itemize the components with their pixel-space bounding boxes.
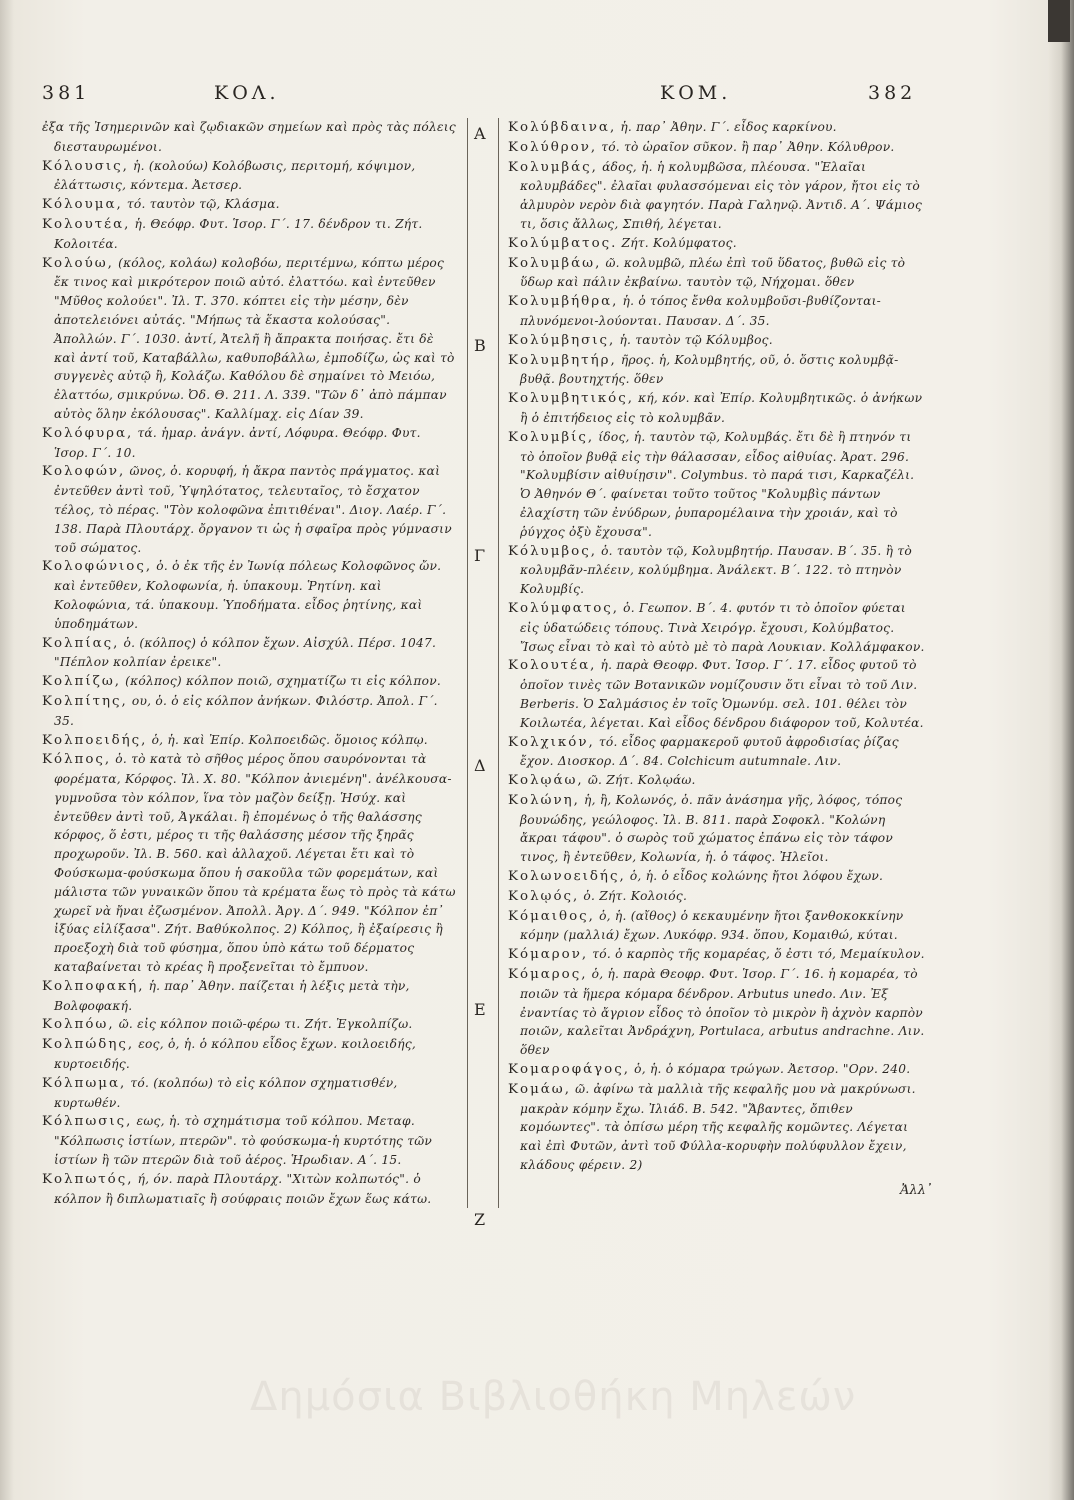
entry-definition: τό. τὸ ὡραῖον σῦκον. ἢ παρ᾽ Ἀθην. Κόλυθρον. — [601, 139, 895, 154]
dictionary-entry — [508, 118, 926, 138]
entry-headword: Κολοφώνιος, — [42, 559, 153, 575]
entry-definition: ὁ, ἡ. καὶ Ἐπίρ. Κολποειδῶς. ὅμοιος κόλπῳ. — [151, 732, 428, 747]
entry-definition: ὁ. τὸ κατὰ τὸ σῆθος μέρος ὅπου σαυρόνονται τὰ φορέματα, Κόρφος. Ἰλ. Χ. 80. "Κόλπον ἀνιεμένη". ἀνέλκουσα-γυμνοῦσα τὸν κόλπον, ἵνα τὸν μαζὸν δείξῃ. Ἡσύχ. καὶ ἐντεῦθεν ἀντὶ τοῦ, Ἀγκάλαι. ἢ ἐπομένως ὁ τῆς θαλάσσης κόρφος, ὅ ἐστι, μέρος τι τῆς θαλάσσης μέσον τῆς ξηρᾶς προχωροῦν. Ἰλ. Β. 560. καὶ ἀλλαχοῦ. Λέγεται ἔτι καὶ τὸ Φούσκωμα-φούσκωμα ὅπου ἡ σακοῦλα τῶν φορεμάτων, καὶ μάλιστα τῶν γυναικῶν ὅπου τὰ κρέματα ἕως τὸ πρὸς τὰ κάτω χωρεῖ νὰ ἤναι ἐζωσμένον. Ἀπολλ. Ἀργ. Δ΄. 949. "Κόλπον ἐπ᾽ ἰξύας εἰλίξασα". Ζήτ. Βαθύκολπος. 2) Κόλπος, ἢ ἐξαίρεσις ἢ προεξοχὴ διὰ τοῦ φύσημα, ὅπου ὑπὸ κάτω τοῦ δέρματος καταβαίνεται τὸ κρέας ἢ προξενεῖται τὸ ἔμπυον. — [54, 752, 456, 975]
entry-definition: ου, ὁ. ὁ εἰς κόλπον ἀνήκων. Φιλόστρ. Ἀπολ. Γ΄. 35. — [54, 693, 438, 728]
dictionary-entry — [508, 965, 926, 1060]
entry-definition: ἡ. παρ᾽ Ἀθην. παίζεται ἡ λέξις μετὰ τὴν, Βολφοφακή. — [54, 978, 410, 1013]
dictionary-entry — [508, 389, 926, 428]
entry-headword: Κολωνοειδής, — [508, 869, 626, 885]
dictionary-entry — [508, 771, 926, 791]
entry-definition: ἡ. ὁ τόπος ἔνθα κολυμβοῦσι-βυθίζονται-πλυνόμενοι-λούονται. Παυσαν. Δ΄. 35. — [520, 294, 881, 328]
entry-headword: Κολυμβάω, — [508, 255, 602, 271]
entry-headword: Κολπίτης, — [42, 693, 128, 709]
dictionary-entry — [508, 428, 926, 542]
entry-definition: ίδος, ἡ. ταυτὸν τῷ, Κολυμβάς. ἔτι δὲ ἢ πτηνόν τι τὸ ὁποῖον βυθᾷ εἰς τὴν θάλασσαν, εἶδος αἰθυίας. Ἀρατ. 296. "Κολυμβίσιν αἰθυίῃσιν". Colymbus. τὸ παρά τισι, Καρκαζέλι. Ὁ Ἀθηνόν Θ΄. φαίνεται τοῦτο τοῦτος "Κολυμβὶς πάντων ἐλαχίστη τῶν ἐνύδρων, ῥυπαρομέλαινα τὴν χροιάν, καὶ τὸ ῥύγχος ὀξὺ ἔχουσα". — [520, 429, 915, 539]
entry-headword: Κομαροφάγος, — [508, 1062, 630, 1078]
entry-headword: Κολπίζω, — [42, 674, 122, 690]
entry-definition: ῆρος. ἡ, Κολυμβητής, οῦ, ὁ. ὅστις κολυμβᾷ-βυθᾷ. βουτηχτής. ὅθεν — [520, 352, 899, 387]
dictionary-entry — [42, 692, 457, 731]
entry-definition: εος, ὁ, ἡ. ὁ κόλπου εἶδος ἔχων. κοιλοειδής, κυρτοειδής. — [54, 1037, 417, 1072]
entry-headword: Κολύμβησις, — [508, 332, 616, 348]
entry-headword: Κολόφυρα, — [42, 425, 134, 441]
entry-definition: ή, όν. παρὰ Πλουτάρχ. "Χιτὼν κολπωτός". ὁ κόλπον ἢ διπλωματιαῖς ἢ σούφραις ποιῶν ἔχων ἕως κάτω. — [54, 1171, 432, 1206]
entry-headword: Κολχικόν, — [508, 734, 595, 750]
entry-headword: Κόλουσις, — [42, 158, 129, 174]
dictionary-entry — [508, 887, 926, 907]
entry-headword: Κολυμβητικός, — [508, 391, 635, 407]
entry-definition: ῶ. κολυμβῶ, πλέω ἐπὶ τοῦ ὕδατος, βυθῶ εἰς τὸ ὕδωρ καὶ πάλιν ἐκβαίνω. ταυτὸν τῷ, Νήχομαι. ὅθεν — [520, 255, 906, 290]
entry-headword: Κόλπος, — [42, 752, 112, 768]
entry-definition: ὁ. (κόλπος) ὁ κόλπον ἔχων. Αἰσχύλ. Πέρσ. 1047. "Πέπλον κολπίαν ἐρεικε". — [54, 635, 437, 670]
running-title-left: ΚΟΛ. — [214, 82, 280, 104]
entry-headword: Κομάω, — [508, 1081, 571, 1097]
entry-definition: ἡ. Θεόφρ. Φυτ. Ἱσορ. Γ΄. 17. δένδρον τι. Ζήτ. Κολοιτέα. — [54, 216, 423, 251]
dictionary-entry — [42, 731, 457, 751]
library-watermark: Δημόσια Βιβλιοθήκη Μηλεών — [250, 1374, 857, 1420]
entry-headword: Κολύθρον, — [508, 139, 598, 155]
dictionary-entry — [508, 331, 926, 351]
entry-definition: άδος, ἡ. ἡ κολυμβῶσα, πλέουσα. "Ἐλαῖαι κολυμβάδες". ἐλαῖαι φυλασσόμεναι εἰς τὸν γάρον, ἤτοι εἰς τὸ ἁλμυρὸν νερὸν διὰ φαγητόν. Παρὰ Γαληνῷ. Ἀντιδ. Α΄. Ψάμιος τι, ὅσις ἄλλως, Σπιθή, λέγεται. — [520, 159, 923, 231]
entry-headword: Κόλυμβος, — [508, 543, 597, 559]
dictionary-entry — [42, 1112, 457, 1169]
entry-headword: Κολυμβητήρ, — [508, 352, 617, 368]
page-number-right: 382 — [868, 82, 917, 104]
entry-headword: Κόλπωσις, — [42, 1114, 133, 1130]
section-marker-gutter — [470, 118, 496, 1229]
dictionary-entry — [508, 254, 926, 293]
entry-definition: (κόλπος) κόλπον ποιῶ, σχηματίζω τι εἰς κόλπον. — [125, 674, 441, 689]
entry-headword: Κόλπωμα, — [42, 1075, 127, 1091]
entry-definition: τό. ταυτὸν τῷ, Κλάσμα. — [126, 197, 280, 212]
entry-headword: Κολποφακή, — [42, 978, 145, 994]
dictionary-entry — [508, 292, 926, 331]
dictionary-entry — [508, 945, 926, 965]
entry-definition: ὁ, ἡ. παρὰ Θεοφρ. Φυτ. Ἱσορ. Γ΄. 16. ἡ κομαρέα, τὸ ποιῶν τὰ ἥμερα κόμαρα δένδρον. Arbutus unedo. Λιν. Ἐξ ἐναντίας τὸ ἄγριον εἶδος τὸ ὁποῖον τὸ μικρὸν ἢ ἀχνὸν καρπὸν ποιῶν, καλεῖται Ἀνδράχνη, Portulaca, arbutus andrachne. Λιν. ὅθεν — [520, 967, 925, 1058]
entry-headword: Κόμαρον, — [508, 947, 589, 963]
dictionary-entry — [42, 977, 457, 1016]
entry-headword: Κολπώδης, — [42, 1037, 135, 1053]
entry-headword: Κολπωτός, — [42, 1171, 134, 1187]
entry-headword: Κολύμβατος. — [508, 235, 618, 251]
dictionary-entry — [42, 1074, 457, 1113]
entry-definition: ἡ, ἢ, Κολωνός, ὁ. πᾶν ἀνάσημα γῆς, λόφος, τόπος βουνώδης, γεώλοφος. Ἰλ. Β. 811. παρὰ Σοφοκλ. "Κολώνη ἄκραι τάφου". ὁ σωρὸς τοῦ χώματος ἐπάνω εἰς τὸν τάφον τινος, ἢ ἐντεῦθεν, Κολωνία, ἡ. ὁ τάφος. Ἠλεῖοι. — [520, 792, 903, 865]
dictionary-entry — [508, 733, 926, 772]
entry-definition: τό. ὁ καρπὸς τῆς κομαρέας, ὅ ἐστι τό, Μεμαίκυλον. — [592, 947, 925, 962]
section-marker: Z — [474, 1210, 486, 1229]
page-corner — [1048, 0, 1070, 42]
page-edge-left — [0, 0, 14, 1500]
entry-headword: Κολουτέα, — [42, 216, 131, 232]
dictionary-entry — [508, 599, 926, 656]
entry-headword: Κολύβδαινα, — [508, 120, 617, 135]
entry-headword: Κόμαιθος, — [508, 908, 595, 924]
section-marker: A — [474, 124, 486, 143]
entry-headword: Κολυμβάς, — [508, 159, 598, 175]
dictionary-entry — [42, 118, 457, 157]
dictionary-entry — [42, 215, 457, 254]
entry-definition: ἡ. ταυτὸν τῷ Κόλυμβος. — [619, 332, 773, 347]
dictionary-entry — [42, 1170, 457, 1209]
entry-headword: Κολυμβίς, — [508, 429, 595, 445]
entry-definition: ὁ. ὁ ἐκ τῆς ἐν Ἰωνίᾳ πόλεως Κολοφῶνος ὤν. καὶ ἐντεῦθεν, Κολοφωνία, ἡ. ὑπακουμ. Ῥητίνη. καὶ Κολοφώνια, τά. ὑπακουμ. Ὑποδήματα. εἶδος ῥητίνης, καὶ ὑποδημάτων. — [54, 559, 442, 631]
catchword: Ἀλλ᾽ — [900, 1183, 933, 1198]
entry-definition: ὁ. ταυτὸν τῷ, Κολυμβητήρ. Παυσαν. Β΄. 35. ἢ τὸ κολυμβᾶν-πλέειν, κολύμβημα. Ἀνάλεκτ. Β΄. 122. τὸ πτηνὸν Κολυμβίς. — [520, 543, 912, 597]
entry-definition: ῶ. ἀφίνω τὰ μαλλιὰ τῆς κεφαλῆς μου νὰ μακρύνωσι. μακρὰν κόμην ἔχω. Ἰλιάδ. Β. 542. "Ἄβαντες, ὄπιθεν κομόωντες". τὰ ὀπίσω μέρη τῆς κεφαλῆς κομῶντες. Λέγεται καὶ ἐπὶ Φυτῶν, ἀντὶ τοῦ Φύλλα-κορυφὴν πολύφυλλον ἔχειν, κλάδους φέρειν. 2) — [520, 1081, 916, 1173]
dictionary-entry — [508, 542, 926, 599]
entry-headword: Κολυμβήθρα, — [508, 294, 619, 310]
entry-definition: ἐξα τῆς Ἰσημερινῶν καὶ ζῳδιακῶν σημείων καὶ πρὸς τὰς πόλεις διεσταυρωμένοι. — [42, 120, 456, 154]
entry-headword: Κολουτέα, — [508, 658, 597, 674]
dictionary-entry — [42, 557, 457, 633]
dictionary-entry — [42, 634, 457, 673]
dictionary-entry — [508, 867, 926, 887]
dictionary-entry — [42, 195, 457, 215]
entry-headword: Κολῳός, — [508, 888, 580, 904]
entry-headword: Κολοφών, — [42, 464, 126, 480]
entry-definition: ἡ. παρὰ Θεοφρ. Φυτ. Ἱσορ. Γ΄. 17. εἶδος φυτοῦ τὸ ὁποῖον τινὲς τῶν Βοτανικῶν νομίζουσιν ὅτι εἶναι τὸ τοῦ Λιν. Berberis. Ὁ Σαλμάσιος ἐν τοῖς Ὁμωνύμ. σελ. 101. θέλει τὸν Κοιλωτέα, λέγεται. Καὶ εἶδος δένδρου διάφορον τοῦ, Κολυτέα. — [520, 658, 924, 730]
section-marker: Γ — [474, 546, 486, 565]
dictionary-entry — [508, 791, 926, 867]
entry-headword: Κολπόω, — [42, 1017, 115, 1033]
dictionary-entry — [508, 656, 926, 732]
column-rule-right — [498, 118, 499, 1208]
dictionary-entry — [42, 157, 457, 196]
dictionary-entry — [508, 1060, 926, 1080]
section-marker: Δ — [474, 756, 486, 775]
entry-headword: Κολούω, — [42, 255, 114, 271]
entry-definition: Ζήτ. Κολύμφατος. — [621, 235, 737, 250]
entry-definition: τά. ἡμαρ. ἀνάγν. ἀντί, Λόφυρα. Θεόφρ. Φυτ. Ἱσορ. Γ΄. 10. — [54, 425, 421, 460]
dictionary-entry — [508, 158, 926, 234]
entry-definition: τό. εἶδος φαρμακεροῦ φυτοῦ ἀφροδισίας ῥίζας ἔχον. Διοσκορ. Δ΄. 84. Colchicum autumnale. Λιν. — [520, 734, 899, 769]
running-title-right: ΚΟΜ. — [660, 82, 732, 104]
dictionary-entry — [42, 1015, 457, 1035]
page-edge-right — [1048, 0, 1074, 1500]
entry-definition: ὁ. Ζήτ. Κολοιός. — [583, 888, 688, 903]
entry-definition: ῶνος, ὁ. κορυφή, ἡ ἄκρα παντὸς πράγματος. καὶ ἐντεῦθεν ἀντὶ τοῦ, Ὑψηλότατος, τελευταῖος, τὸ ἔσχατον τέλος, τὸ πέρας. "Τὸν κολοφῶνα ἐπιτιθέναι". Διογ. Λαέρ. Γ΄. 138. Παρὰ Πλουτάρχ. ὄργανον τι ὡς ἡ σφαῖρα πρὸς γύμνασιν τοῦ σώματος. — [54, 464, 452, 555]
entry-definition: ὁ, ἡ. (αἴθος) ὁ κεκαυμένην ἤτοι ξανθοκοκκίνην κόμην (μαλλιά) ἔχων. Λυκόφρ. 934. ὅπου, Κομαιθώ, κύται. — [520, 908, 904, 943]
entry-definition: ὁ, ἡ. ὁ κόμαρα τρώγων. Ἀετσορ. "Ορν. 240. — [634, 1062, 911, 1077]
dictionary-entry — [508, 351, 926, 390]
section-marker: E — [474, 1000, 486, 1019]
entry-headword: Κολώνη, — [508, 792, 580, 808]
entry-definition: (κόλος, κολάω) κολοβόω, περιτέμνω, κόπτω μέρος ἔκ τινος καὶ μικρότερον ποιῶ αὐτό. ἐλαττόω. καὶ ἐντεῦθεν "Μῦθος κολούει". Ἰλ. Τ. 370. κόπτει εἰς τὴν μέσην, δὲν ἀποτελειόνει αὐτάς. "Μήπως τὰ ἕκαστα κολούσας". Ἀπολλών. Γ΄. 1030. ἀντί, Ἀτελῆ ἢ ἄπρακτα ποιήσας. ἔτι δὲ καὶ ἀντί τοῦ, Καταβάλλω, καθυποβάλλω, ἐμποδίζω, ὡς καὶ τὸ συγγενὲς αὐτῷ ἢ, Κολάζω. Καθόλου δὲ σημαίνει τὸ Μειόω, ἐλαττόω, σμικρύνω. Ὀδ. Θ. 211. Λ. 339. "Τῶν δ᾽ ἀπὸ πάμπαν αὐτὸς ὅλην ἐκόλουσας". Καλλίμαχ. εἰς Δίαν 39. — [54, 255, 455, 421]
entry-definition: ἡ. παρ᾽ Ἀθην. Γ΄. εἶδος καρκίνου. — [620, 120, 837, 134]
entry-headword: Κόλουμα, — [42, 197, 123, 213]
entry-headword: Κολπίας, — [42, 635, 120, 651]
entry-headword: Κολῳάω, — [508, 773, 584, 789]
page-number-left: 381 — [42, 82, 91, 104]
left-column — [42, 118, 457, 1208]
dictionary-entry — [508, 234, 926, 254]
dictionary-entry — [508, 1080, 926, 1175]
right-column — [508, 118, 926, 1175]
entry-definition: τό. (κολπόω) τὸ εἰς κόλπον σχηματισθέν, κυρτωθέν. — [54, 1075, 398, 1110]
entry-headword: Κόμαρος, — [508, 967, 588, 983]
dictionary-entry — [508, 907, 926, 946]
dictionary-entry — [42, 672, 457, 692]
entry-definition: κή, κόν. καὶ Ἐπίρ. Κολυμβητικῶς. ὁ ἀνήκων ἢ ὁ ἐπιτήδειος εἰς τὸ κολυμβᾶν. — [520, 391, 923, 425]
entry-headword: Κολποειδής, — [42, 732, 148, 748]
dictionary-entry — [42, 254, 457, 424]
entry-definition: ῶ. εἰς κόλπον ποιῶ-φέρω τι. Ζήτ. Ἐγκολπίζω. — [118, 1017, 413, 1032]
entry-definition: ἡ. (κολούω) Κολόβωσις, περιτομή, κόψιμον, ἐλάττωσις, κόντεμα. Ἀετσερ. — [54, 158, 416, 193]
entry-definition: ὁ, ἡ. ὁ εἶδος κολώνης ἤτοι λόφου ἔχων. — [629, 869, 884, 884]
dictionary-entry — [42, 424, 457, 463]
entry-definition: ῶ. Ζήτ. Κολῳάω. — [587, 773, 696, 788]
entry-definition: ὁ. Γεωπον. Β΄. 4. φυτόν τι τὸ ὁποῖον φύεται εἰς ὑδατώδεις τόπους. Τινὰ Χειρόγρ. ἔχουσι, Κολύμβατος. Ἴσως εἶναι τὸ καὶ τὸ αὐτὸ μὲ τὸ παρὰ Λουκιαν. Κολλάμφακον. — [520, 600, 925, 654]
dictionary-entry — [42, 462, 457, 557]
dictionary-entry — [508, 138, 926, 158]
running-head — [0, 82, 1074, 112]
column-rule-left — [467, 118, 468, 1208]
dictionary-entry — [42, 1035, 457, 1074]
entry-headword: Κολύμφατος, — [508, 600, 620, 616]
dictionary-entry — [42, 750, 457, 977]
entry-definition: εως, ἡ. τὸ σχημάτισμα τοῦ κόλπου. Μεταφ. "Κόλπωσις ἱστίων, πτερῶν". τὸ φούσκωμα-ἡ κυρτότης τῶν ἱστίων ἢ τῶν πτερῶν διὰ τοῦ ἀέρος. Ἡρωδιαν. Α΄. 15. — [54, 1114, 433, 1168]
section-marker: B — [474, 336, 486, 355]
